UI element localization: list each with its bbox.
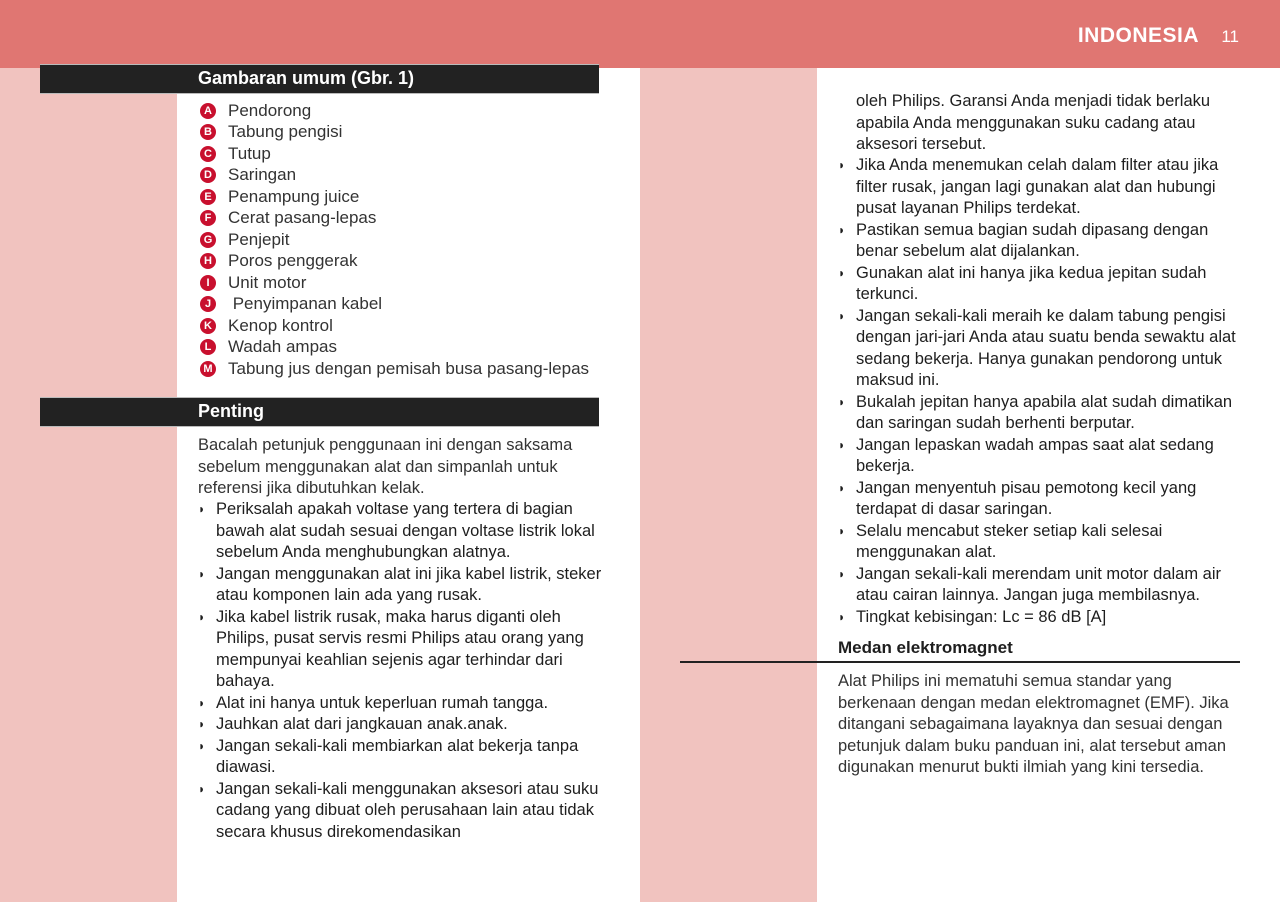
legend-item bbox=[200, 100, 589, 122]
legend-item-label: Tabung pengisi bbox=[228, 122, 343, 142]
bullet-marker-icon: ◗ bbox=[838, 523, 846, 538]
bullet-item bbox=[198, 564, 604, 607]
warning-list-right bbox=[838, 155, 1248, 628]
bullet-marker-icon: ◗ bbox=[838, 437, 846, 452]
legend-item-label: Wadah ampas bbox=[228, 337, 337, 357]
bullet-marker-icon: ◗ bbox=[198, 695, 206, 710]
bullet-text: Selalu mencabut steker setiap kali selesai menggunakan alat. bbox=[856, 521, 1163, 561]
warning-continuation: oleh Philips. Garansi Anda menjadi tidak berlaku apabila Anda menggunakan suku cadang atau aksesori tersebut. bbox=[856, 92, 1211, 153]
bullet-marker-icon: ◗ bbox=[198, 609, 206, 624]
legend-item bbox=[200, 315, 589, 337]
bullet-item bbox=[198, 714, 604, 736]
bullet-item bbox=[838, 435, 1248, 478]
bullet-item bbox=[838, 521, 1248, 564]
bullet-item bbox=[838, 263, 1248, 306]
legend-item bbox=[200, 294, 589, 316]
letter-badge: F bbox=[200, 210, 216, 226]
legend-item-label: Tutup bbox=[228, 143, 271, 163]
important-heading-bar bbox=[40, 397, 599, 427]
bullet-text: Jika Anda menemukan celah dalam filter atau jika filter rusak, jangan lagi gunakan alat dan hubungi pusat layanan Philips terdekat. bbox=[856, 156, 1219, 217]
legend-item-label: Pendorong bbox=[228, 100, 312, 120]
overview-heading-bar bbox=[40, 64, 599, 94]
legend-item-label: Poros penggerak bbox=[228, 251, 358, 271]
legend-item-label: Penjepit bbox=[228, 229, 290, 249]
bullet-marker-icon: ◗ bbox=[838, 308, 846, 323]
bullet-marker-icon: ◗ bbox=[198, 781, 206, 796]
bullet-marker-icon: ◗ bbox=[838, 480, 846, 495]
left-margin-stripe bbox=[0, 68, 177, 902]
bullet-text: Periksalah apakah voltase yang tertera di bagian bawah alat sudah sesuai dengan voltase listrik lokal sebelum Anda menghubungkan alatnya. bbox=[216, 500, 595, 561]
emf-text: Alat Philips ini mematuhi semua standar yang berkenaan dengan medan elektromagnet (EMF). Jika ditangani sebagaimana layaknya dan sesuai dengan petunjuk dalam buku panduan ini, alat tersebut aman digunakan menurut bukti ilmiah yang kini tersedia. bbox=[838, 672, 1229, 776]
bullet-text: Alat ini hanya untuk keperluan rumah tangga. bbox=[216, 693, 549, 712]
bullet-item bbox=[838, 306, 1248, 392]
letter-badge: G bbox=[200, 232, 216, 248]
legend-item bbox=[200, 251, 589, 273]
bullet-marker-icon: ◗ bbox=[198, 717, 206, 731]
letter-badge: B bbox=[200, 124, 216, 140]
important-intro: Bacalah petunjuk penggunaan ini dengan saksama sebelum menggunakan alat dan simpanlah untuk referensi jika dibutuhkan kelak. bbox=[198, 436, 573, 497]
legend-item bbox=[200, 208, 589, 230]
middle-margin-stripe bbox=[640, 68, 817, 902]
bullet-item bbox=[838, 392, 1248, 435]
bullet-text: Jangan sekali-kali membiarkan alat bekerja tanpa diawasi. bbox=[216, 736, 579, 776]
legend-item-label: Tabung jus dengan pemisah busa pasang-lepas bbox=[228, 358, 590, 378]
bullet-text: Jangan sekali-kali merendam unit motor dalam air atau cairan lainnya. Jangan juga membilasnya. bbox=[856, 564, 1221, 604]
bullet-item bbox=[838, 607, 1248, 629]
legend-item bbox=[200, 165, 589, 187]
bullet-text: Jauhkan alat dari jangkauan anak.anak. bbox=[216, 715, 508, 733]
bullet-item bbox=[198, 736, 604, 779]
legend-item bbox=[200, 229, 589, 251]
bullet-marker-icon: ◗ bbox=[198, 566, 206, 581]
legend-item bbox=[200, 186, 589, 208]
bullet-marker-icon: ◗ bbox=[838, 265, 846, 280]
letter-badge: J bbox=[200, 296, 216, 312]
bullet-marker-icon: ◗ bbox=[838, 158, 846, 172]
bullet-text: Bukalah jepitan hanya apabila alat sudah dimatikan dan saringan sudah berhenti berputar. bbox=[856, 392, 1233, 432]
letter-badge: C bbox=[200, 146, 216, 162]
legend-item bbox=[200, 143, 589, 165]
emf-heading: Medan elektromagnet bbox=[838, 638, 1013, 657]
legend-item bbox=[200, 122, 589, 144]
bullet-text: Jika kabel listrik rusak, maka harus diganti oleh Philips, pusat servis resmi Philips atau orang yang mempunyai keahlian sejenis agar terhindar dari bahaya. bbox=[216, 607, 584, 690]
legend-item-label: Kenop kontrol bbox=[228, 315, 333, 335]
bullet-text: Tingkat kebisingan: Lc = 86 dB [A] bbox=[856, 607, 1107, 626]
overview-heading: Gambaran umum (Gbr. 1) bbox=[198, 68, 415, 88]
legend-item bbox=[200, 272, 589, 294]
bullet-item bbox=[198, 693, 604, 715]
letter-badge: I bbox=[200, 275, 216, 291]
letter-badge: D bbox=[200, 167, 216, 183]
letter-badge: A bbox=[200, 103, 216, 119]
letter-badge: K bbox=[200, 318, 216, 334]
important-heading: Penting bbox=[198, 401, 264, 421]
bullet-text: Pastikan semua bagian sudah dipasang dengan benar sebelum alat dijalankan. bbox=[856, 220, 1209, 260]
bullet-marker-icon: ◗ bbox=[198, 738, 206, 753]
bullet-marker-icon: ◗ bbox=[838, 222, 846, 237]
legend-item-label: Saringan bbox=[228, 165, 297, 185]
parts-legend bbox=[200, 100, 589, 380]
bullet-text: Jangan lepaskan wadah ampas saat alat sedang bekerja. bbox=[856, 435, 1214, 475]
bullet-item bbox=[198, 499, 604, 564]
page-number: 11 bbox=[1221, 27, 1239, 46]
bullet-item bbox=[838, 220, 1248, 263]
emf-divider bbox=[680, 661, 1240, 663]
letter-badge: L bbox=[200, 339, 216, 355]
legend-item-label: Unit motor bbox=[228, 272, 307, 292]
legend-item-label: Cerat pasang-lepas bbox=[228, 208, 377, 228]
letter-badge: E bbox=[200, 189, 216, 205]
bullet-marker-icon: ◗ bbox=[198, 502, 206, 516]
bullet-text: Jangan sekali-kali menggunakan aksesori atau suku cadang yang dibuat oleh perusahaan lain atau tidak secara khusus direkomendasikan bbox=[216, 779, 599, 841]
legend-item bbox=[200, 337, 589, 359]
bullet-marker-icon: ◗ bbox=[838, 609, 846, 624]
legend-item-label: Penampung juice bbox=[228, 186, 360, 206]
bullet-text: Jangan menyentuh pisau pemotong kecil yang terdapat di dasar saringan. bbox=[856, 478, 1197, 518]
bullet-marker-icon: ◗ bbox=[838, 394, 846, 409]
bullet-text: Jangan sekali-kali meraih ke dalam tabung pengisi dengan jari-jari Anda atau suatu benda sewaktu alat sedang bekerja. Hanya gunakan pendorong untuk maksud ini. bbox=[856, 306, 1236, 389]
header-band bbox=[0, 0, 1280, 68]
bullet-item bbox=[838, 155, 1248, 220]
bullet-item bbox=[838, 564, 1248, 607]
letter-badge: H bbox=[200, 253, 216, 269]
language-label: INDONESIA bbox=[1077, 24, 1199, 47]
legend-item-label: Penyimpanan kabel bbox=[228, 294, 383, 314]
letter-badge: M bbox=[200, 361, 216, 377]
bullet-item bbox=[198, 607, 604, 693]
bullet-text: Gunakan alat ini hanya jika kedua jepitan sudah terkunci. bbox=[856, 263, 1207, 303]
legend-item bbox=[200, 358, 589, 380]
bullet-item bbox=[198, 779, 604, 844]
bullet-text: Jangan menggunakan alat ini jika kabel listrik, steker atau komponen lain ada yang rusak. bbox=[216, 564, 602, 604]
bullet-item bbox=[838, 478, 1248, 521]
bullet-marker-icon: ◗ bbox=[838, 566, 846, 581]
warning-list-left bbox=[198, 499, 604, 843]
